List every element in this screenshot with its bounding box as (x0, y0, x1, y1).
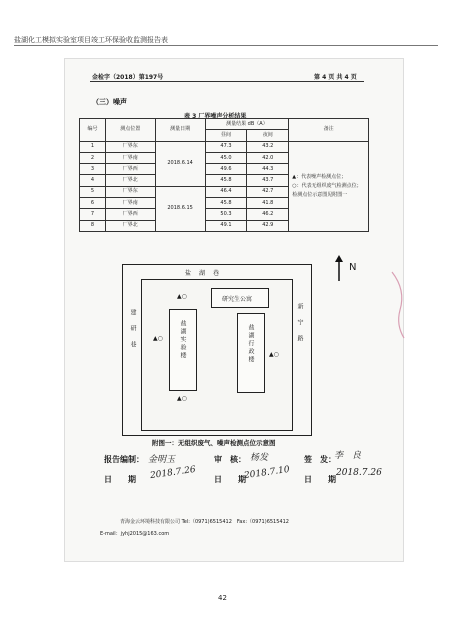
cell-no: 3 (80, 164, 106, 175)
research-apartment-building (211, 288, 269, 308)
reviewed-by-label: 审 核： (214, 455, 246, 464)
cell-day: 45.8 (205, 198, 247, 209)
report-header-title: 盐湖化工模拟实验室项目竣工环保验收监测报告表 (14, 36, 168, 44)
red-seal-fragment-icon (388, 270, 410, 340)
cell-night: 43.2 (247, 141, 289, 152)
date-3: 2018.7.26 (336, 468, 382, 478)
company-contact: 青海金云环境科技有限公司 Tel:（0971)6515412 Fax:（0971)6515412 (120, 519, 289, 525)
remark-line: ○：代表无组织废气检测点位； (292, 182, 362, 189)
north-arrow-icon (333, 255, 345, 281)
cell-point: 厂界南 (105, 198, 155, 209)
prepared-by-label: 报告编制： (104, 455, 144, 464)
header-point: 测点位置 (105, 119, 155, 142)
site-map (122, 264, 312, 436)
road-right-label: 新 宁 路 (296, 303, 303, 343)
issued-by-label: 签 发： (304, 455, 336, 464)
cell-night: 42.9 (247, 220, 289, 231)
header-result: 测量结果 dB（A） (205, 119, 289, 130)
header-no: 编号 (80, 119, 106, 142)
cell-no: 8 (80, 220, 106, 231)
monitoring-point-east: ▲○ (269, 351, 279, 358)
north-label: N (349, 262, 357, 273)
table-header-row (80, 119, 369, 130)
section-title: （三）噪声 (92, 98, 127, 106)
cell-no: 2 (80, 152, 106, 163)
road-top-label: 盐 湖 巷 (185, 270, 221, 277)
header-date: 测量日期 (155, 119, 205, 142)
date-label-1: 日 期 (104, 475, 136, 484)
header-remark: 备注 (289, 119, 369, 142)
cell-day: 49.6 (205, 164, 247, 175)
lab-building (169, 309, 197, 391)
monitoring-point-west: ▲○ (153, 335, 163, 342)
cell-point: 厂界西 (105, 209, 155, 220)
admin-building (237, 313, 265, 393)
cell-remark (289, 141, 369, 231)
page-indicator: 第 4 页 共 4 页 (314, 74, 357, 81)
cell-day: 50.3 (205, 209, 247, 220)
date-label-3: 日 期 (304, 475, 336, 484)
cell-night: 42.0 (247, 152, 289, 163)
date-2: 2018.7.10 (243, 464, 291, 482)
cell-day: 46.4 (205, 186, 247, 197)
research-apartment-label: 研究生公寓 (222, 296, 253, 303)
cell-night: 41.8 (247, 198, 289, 209)
date-1: 2018.7.26 (149, 464, 197, 482)
cell-day: 49.1 (205, 220, 247, 231)
prepared-by-signature: 金明玉 (148, 455, 176, 465)
table-row (80, 141, 369, 152)
issued-by-signature: 李 良 (334, 451, 362, 461)
cell-no: 5 (80, 186, 106, 197)
cell-point: 厂界北 (105, 220, 155, 231)
reviewed-by-signature: 杨发 (250, 453, 269, 463)
monitoring-point-south: ▲○ (177, 395, 187, 402)
cell-point: 厂界西 (105, 164, 155, 175)
remark-line: 检测点位示意图见附图一 (292, 191, 348, 198)
noise-results-table (79, 118, 369, 232)
cell-day: 45.0 (205, 152, 247, 163)
date-label-2: 日 期 (214, 475, 246, 484)
header-day: 昼间 (205, 130, 247, 141)
monitoring-point-north: ▲○ (177, 293, 187, 300)
road-left-label: 建 研 巷 (129, 309, 136, 349)
cell-no: 7 (80, 209, 106, 220)
figure-caption: 附图一：无组织废气、噪声检测点位示意图 (152, 439, 276, 447)
cell-point: 厂界北 (105, 175, 155, 186)
cell-date: 2018.6.14 (155, 141, 205, 186)
cell-night: 46.2 (247, 209, 289, 220)
cell-point: 厂界东 (105, 186, 155, 197)
lab-building-label: 盐湖实验楼 (179, 320, 186, 360)
header-divider (14, 45, 438, 46)
cell-day: 45.8 (205, 175, 247, 186)
cell-no: 6 (80, 198, 106, 209)
admin-building-label: 盐湖行政楼 (247, 324, 254, 364)
table-title: 表 3 厂界噪声分析结果 (184, 113, 247, 120)
document-divider (90, 81, 364, 82)
cell-point: 厂界南 (105, 152, 155, 163)
cell-day: 47.3 (205, 141, 247, 152)
header-night: 夜间 (247, 130, 289, 141)
cell-date: 2018.6.15 (155, 186, 205, 231)
remark-line: ▲：代表噪声检测点位； (292, 173, 347, 180)
page-number: 42 (218, 594, 227, 602)
cell-no: 1 (80, 141, 106, 152)
cell-night: 44.3 (247, 164, 289, 175)
company-email: E-mail：jyhj2015@163.com (100, 531, 170, 537)
document-number: 金检字（2018）第197号 (92, 74, 164, 81)
cell-no: 4 (80, 175, 106, 186)
cell-night: 43.7 (247, 175, 289, 186)
cell-night: 42.7 (247, 186, 289, 197)
cell-point: 厂界东 (105, 141, 155, 152)
